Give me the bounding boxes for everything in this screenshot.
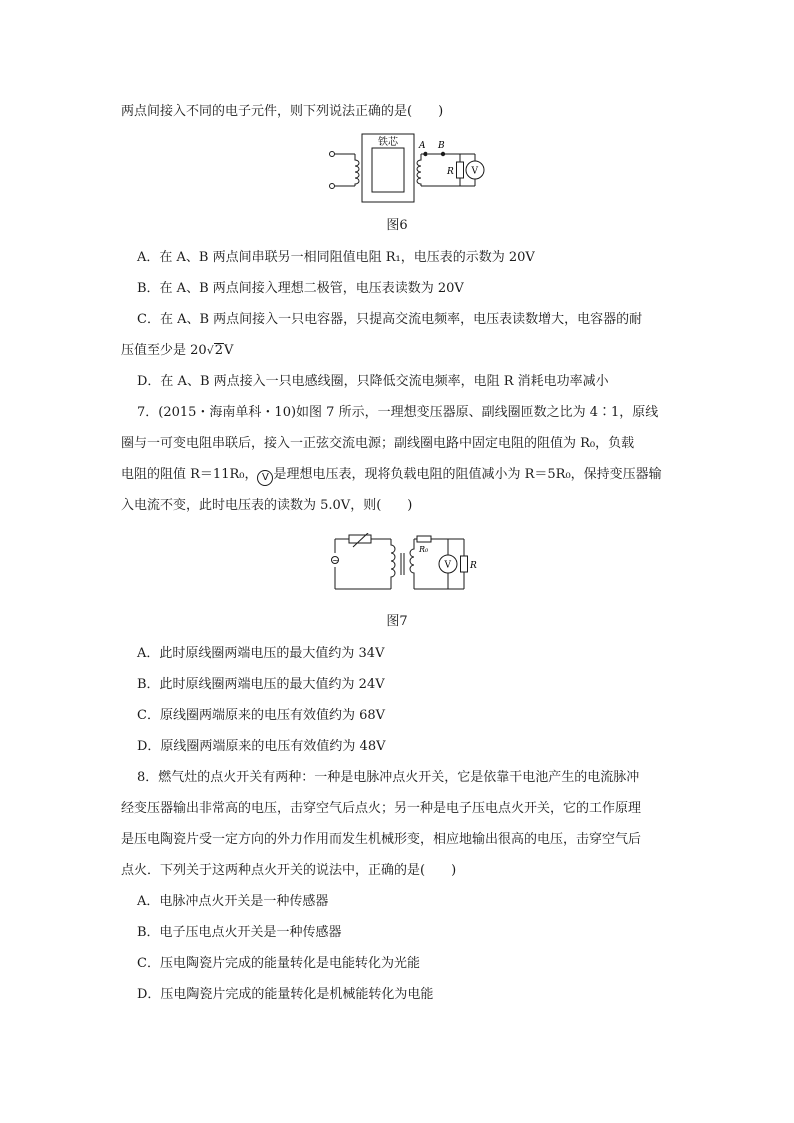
label-r: R [470, 561, 477, 571]
q7-option-b: B．此时原线圈两端电压的最大值约为 24V [137, 677, 385, 692]
q7-stem-line3-post: 是理想电压表，现将负载电阻的阻值减小为 R＝5R₀，保持变压器输 [273, 467, 662, 482]
q8-option-b: B．电子压电点火开关是一种传感器 [137, 925, 342, 940]
q8-option-c: C．压电陶瓷片完成的能量转化是电能转化为光能 [137, 956, 420, 971]
q7-option-a: A．此时原线圈两端电压的最大值约为 34V [137, 646, 385, 661]
figure-7-transformer-circuit [331, 533, 491, 595]
q6-option-c-prefix: 压值至少是 20 [121, 343, 207, 358]
label-r0: R₀ [419, 545, 429, 554]
q8-option-d: D．压电陶瓷片完成的能量转化是机械能转化为电能 [137, 987, 434, 1002]
q8-option-a: A．电脉冲点火开关是一种传感器 [137, 894, 329, 909]
voltmeter-inline-symbol: V [257, 470, 273, 486]
q7-option-c: C．原线圈两端原来的电压有效值约为 68V [137, 708, 386, 723]
q6-option-c-line2: 压值至少是 20√2V [121, 343, 234, 358]
label-a: A [419, 141, 426, 151]
q6-option-d: D．在 A、B 两点接入一只电感线圈，只降低交流电频率，电阻 R 消耗电功率减小 [137, 374, 609, 389]
figure-7-caption: 图7 [386, 614, 408, 629]
q6-option-a: A．在 A、B 两点间串联另一相同阻值电阻 R₁，电压表的示数为 20V [137, 250, 535, 265]
q7-stem-line2: 圈与一可变电阻串联后，接入一正弦交流电源；副线圈电路中固定电阻的阻值为 R₀，负载 [121, 436, 635, 451]
q7-stem-line3 [121, 466, 662, 486]
q8-stem-line3: 是压电陶瓷片受一定方向的外力作用而发生机械形变，相应地输出很高的电压，击穿空气后 [121, 832, 642, 847]
terminal-b-dot [441, 152, 445, 156]
q7-option-d: D．原线圈两端原来的电压有效值约为 48V [137, 739, 386, 754]
q8-stem-line2: 经变压器输出非常高的电压，击穿空气后点火；另一种是电子压电点火开关，它的工作原理 [121, 801, 642, 816]
core-label: 铁芯 [378, 137, 398, 148]
label-r: R [447, 167, 454, 177]
voltmeter-symbol: V [471, 166, 478, 177]
q6-stem: 两点间接入不同的电子元件，则下列说法正确的是( ) [121, 104, 444, 119]
terminal-a-dot [423, 152, 427, 156]
ac-source-symbol: ~ [332, 556, 339, 565]
figure-6-caption: 图6 [386, 218, 408, 233]
label-b: B [438, 141, 445, 151]
q7-stem-line4: 入电流不变，此时电压表的读数为 5.0V，则( ) [121, 498, 413, 513]
q8-stem-line1: 8．燃气灶的点火开关有两种：一种是电脉冲点火开关，它是依靠干电池产生的电流脉冲 [137, 770, 640, 785]
q6-option-b: B．在 A、B 两点间接入理想二极管，电压表读数为 20V [137, 281, 464, 296]
voltmeter-symbol: V [444, 560, 451, 571]
q6-option-c-line1: C．在 A、B 两点间接入一只电容器，只提高交流电频率，电压表读数增大，电容器的耐 [137, 312, 643, 327]
figure-6-transformer-circuit [325, 132, 495, 206]
q7-stem-line1: 7．(2015・海南单科・10)如图 7 所示，一理想变压器原、副线圈匝数之比为 4∶1，原线 [137, 405, 659, 420]
q7-stem-line3-pre: 电阻的阻值 R＝11R₀， [121, 467, 258, 482]
q8-stem-line4: 点火．下列关于这两种点火开关的说法中，正确的是( ) [121, 863, 457, 878]
q6-option-c-unit: V [223, 343, 234, 358]
sqrt-argument: 2 [214, 343, 223, 358]
